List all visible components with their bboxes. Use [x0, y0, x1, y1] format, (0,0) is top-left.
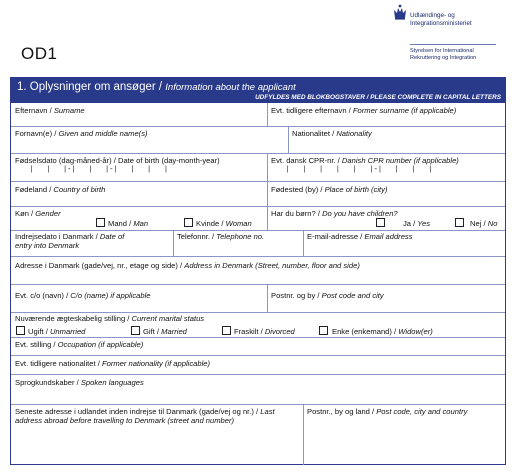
children-no-checkbox[interactable] [455, 218, 464, 227]
place-of-birth-label: Fødested (by) / Place of birth (city) [271, 185, 388, 194]
marital-married-checkbox[interactable] [131, 326, 140, 335]
marital-married-label: Gift / Married [143, 327, 187, 336]
marital-divorced-label: Fraskilt / Divorced [234, 327, 295, 336]
occupation-label: Evt. stilling / Occupation (if applicable) [15, 340, 144, 349]
crown-icon [393, 4, 407, 20]
marital-unmarried-label: Ugift / Unmarried [28, 327, 86, 336]
gender-label: Køn / Gender [15, 209, 61, 218]
postcode-label: Postnr. og by / Post code and city [271, 291, 384, 300]
children-yes-label: Ja / Yes [403, 219, 431, 228]
last-postcode-label: Postnr., by og land / Post code, city and country [307, 407, 468, 416]
children-label: Har du børn? / Do you have children? [271, 209, 398, 218]
cpr-label: Evt. dansk CPR-nr. / Danish CPR number (if applicable) [271, 156, 459, 165]
marital-widow-label: Enke (enkemand) / Widow(er) [332, 327, 433, 336]
marital-unmarried-checkbox[interactable] [16, 326, 25, 335]
gender-male-label: Mand / Man [108, 219, 149, 228]
phone-label: Telefonnr. / Telephone no. [177, 232, 265, 241]
former-surname-label: Evt. tidligere efternavn / Former surname (if applicable) [271, 106, 457, 115]
co-label: Evt. c/o (navn) / C/o (name) if applicable [15, 291, 151, 300]
section-title: 1. Oplysninger om ansøger / Information about the applicant [17, 81, 296, 93]
gender-female-checkbox[interactable] [184, 218, 193, 227]
former-nationality-label: Evt. tidligere nationalitet / Former nationality (if applicable) [15, 359, 211, 368]
country-of-birth-label: Fødeland / Country of birth [15, 185, 106, 194]
section-header [11, 78, 505, 103]
children-no-label: Nej / No [470, 219, 498, 228]
marital-status-label: Nuværende ægteskabelig stilling / Current marital status [15, 314, 205, 323]
children-yes-checkbox[interactable] [376, 218, 385, 227]
address-denmark-label: Adresse i Danmark (gade/vej, nr., etage og side) / Address in Denmark (Street, number, floor and side) [15, 261, 360, 270]
entry-date-label: Indrejsedato i Danmark / Date of entry into Denmark [15, 232, 125, 250]
surname-label: Efternavn / Surname [15, 106, 85, 115]
nationality-label: Nationalitet / Nationality [292, 129, 372, 138]
dob-digit-boxes[interactable]: | | |-| | |-| | | | [21, 166, 169, 174]
agency-name: Styrelsen for International Rekruttering og Integration [410, 48, 477, 61]
email-label: E-mail-adresse / Email address [307, 232, 413, 241]
gender-female-label: Kvinde / Woman [196, 219, 252, 228]
marital-widow-checkbox[interactable] [319, 326, 328, 335]
ministry-name: Udlændinge- og Integrationsministeriet [410, 12, 472, 27]
form-code: OD1 [21, 44, 58, 63]
capital-letters-instruction: UDFYLDES MED BLOKBOGSTAVER / PLEASE COMPLETE IN CAPITAL LETTERS [255, 94, 501, 101]
marital-divorced-checkbox[interactable] [222, 326, 231, 335]
last-address-abroad-label: Seneste adresse i udlandet inden indrejse til Danmark (gade/vej og nr.) / Last address abroad before travelling to Denmark (street and number) [15, 407, 275, 425]
applicant-form [10, 77, 506, 465]
cpr-digit-boxes[interactable]: | | | | | |-| | | | [277, 166, 433, 174]
gender-male-checkbox[interactable] [96, 218, 105, 227]
given-names-label: Fornavn(e) / Given and middle name(s) [15, 129, 148, 138]
dob-label: Fødselsdato (dag-måned-år) / Date of birth (day-month-year) [15, 156, 220, 165]
languages-label: Sprogkundskaber / Spoken languages [15, 378, 144, 387]
